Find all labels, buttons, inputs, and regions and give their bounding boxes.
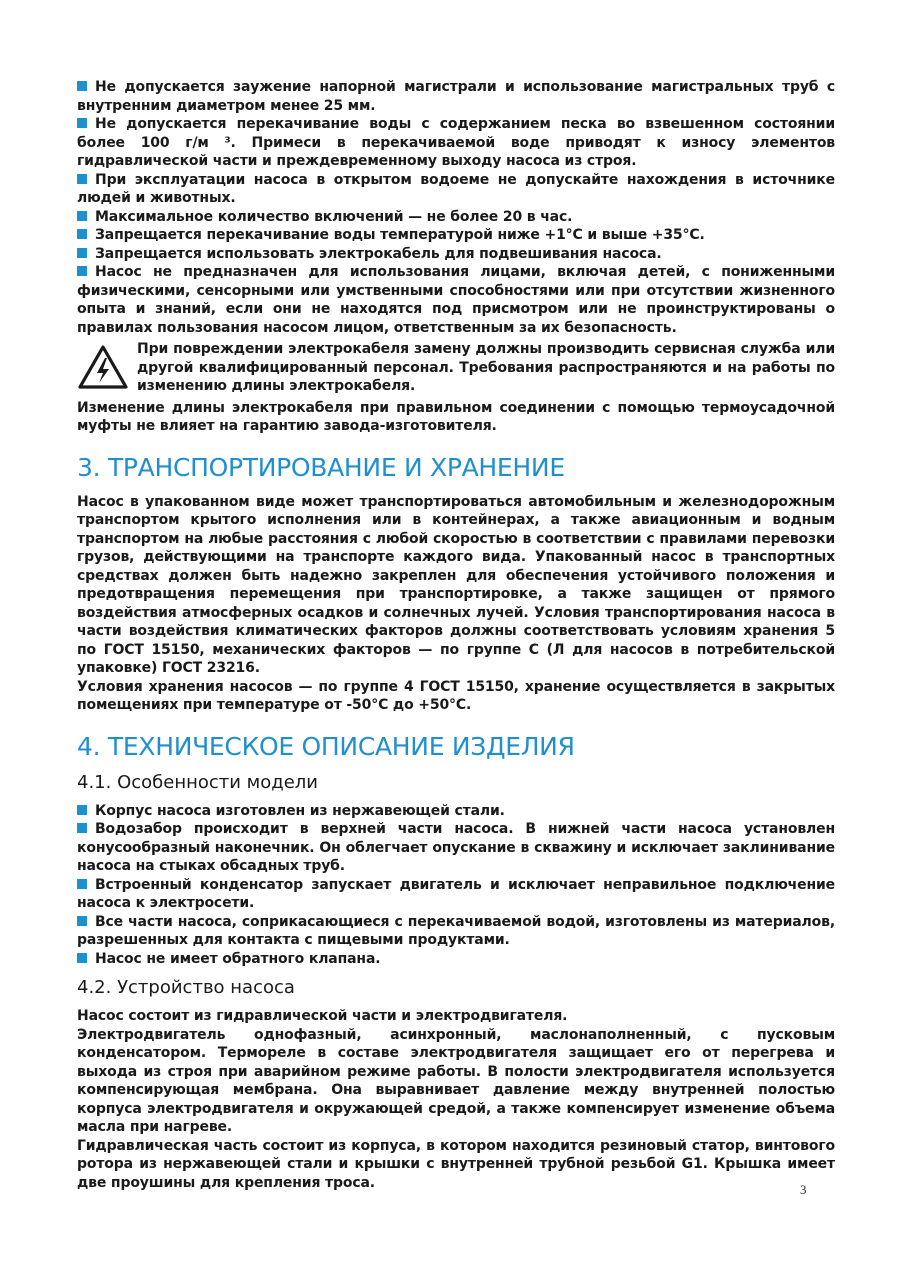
paragraph: Гидравлическая часть состоит из корпуса, в котором находится резиновый статор, винтового ротора из нержавеющей стали и крышки с внутренней трубной резьбой G1. Крышка имеет две проушины для крепления троса. (77, 1137, 835, 1191)
list-item: Запрещается перекачивание воды температурой ниже +1°С и выше +35°С. (77, 226, 835, 245)
page-number: 3 (800, 1182, 807, 1197)
high-voltage-warning-icon (77, 344, 129, 390)
square-bullet-icon (77, 211, 87, 221)
list-item: Запрещается использовать электрокабель для подвешивания насоса. (77, 245, 835, 264)
list-item: Не допускается заужение напорной магистрали и использование магистральных труб с внутренним диаметром менее 25 мм. (77, 79, 835, 114)
square-bullet-icon (77, 174, 87, 184)
list-item: Водозабор происходит в верхней части насоса. В нижней части насоса установлен конусообразный наконечник. Он облегчает опускание в скважину и исключает заклинивание насоса на стыках обсадных труб. (77, 821, 835, 874)
square-bullet-icon (77, 81, 87, 91)
list-item: Насос не имеет обратного клапана. (77, 950, 835, 969)
list-item: Все части насоса, соприкасающиеся с перекачиваемой водой, изготовлены из материалов, разрешенных для контакта с пищевыми продуктами. (77, 913, 835, 948)
square-bullet-icon (77, 266, 87, 276)
square-bullet-icon (77, 823, 87, 833)
list-item: Насос не предназначен для использования лицами, включая детей, с пониженными физическими, сенсорными или умственными способностями или при отсутствии жизненного опыта и знаний, если они не находятся под присмотром или не проинструктированы о правилах пользования насосом лицом, ответственным за их безопасность. (77, 264, 835, 336)
section-4-title: 4. ТЕХНИЧЕСКОЕ ОПИСАНИЕ ИЗДЕЛИЯ (77, 731, 575, 761)
paragraph: Электродвигатель однофазный, асинхронный, маслонаполненный, с пусковым конденсатором. Термореле в составе электродвигателя защищает его от перегрева и выхода из строя при аварийном режиме работы. В полости электродвигателя используется компенсирующая мембрана. Она выравнивает давление между внутренней полостью корпуса электродвигателя и окружающей средой, а также компенсирует изменение объема масла при нагреве. (77, 1026, 835, 1135)
page-content (77, 78, 835, 1192)
subsection-4-2-title: 4.2. Устройство насоса (77, 977, 295, 998)
square-bullet-icon (77, 953, 87, 963)
square-bullet-icon (77, 229, 87, 239)
paragraph: Насос в упакованном виде может транспортироваться автомобильным и железнодорожным транспортом крытого исполнения или в контейнерах, а также авиационным и водным транспортом на любые расстояния с любой скоростью в соответствии с правилами перевозки грузов, действующими на транспорте каждого вида. Упакованный насос в транспортных средствах должен быть надежно закреплен для обеспечения устойчивого положения и предотвращения перемещения при транспортировке, а также защищен от прямого воздействия атмосферных осадков и солнечных лучей. Условия транспортирования насоса в части воздействия климатических факторов должны соответствовать условиям хранения 5 по ГОСТ 15150, механических факторов — по группе С (Л для насосов в потребительской упаковке) ГОСТ 23216. (77, 493, 835, 676)
square-bullet-icon (77, 248, 87, 258)
list-item: Не допускается перекачивание воды с содержанием песка во взвешенном состоянии более 100 г/м ³. Примеси в перекачиваемой воде приводят к износу элементов гидравлической части и преждевременному выходу насоса из строя. (77, 116, 835, 169)
section-3-title: 3. ТРАНСПОРТИРОВАНИЕ И ХРАНЕНИЕ (77, 452, 565, 482)
note-text: Изменение длины электрокабеля при правильном соединении с помощью термоусадочной муфты не влияет на гарантию завода-изготовителя. (77, 399, 835, 434)
square-bullet-icon (77, 916, 87, 926)
square-bullet-icon (77, 118, 87, 128)
square-bullet-icon (77, 879, 87, 889)
paragraph: Насос состоит из гидравлической части и электродвигателя. (77, 1008, 568, 1024)
list-item: При эксплуатации насоса в открытом водоеме не допускайте нахождения в источнике людей и животных. (77, 171, 835, 206)
square-bullet-icon (77, 805, 87, 815)
subsection-4-1-title: 4.1. Особенности модели (77, 771, 318, 793)
warning-block (77, 340, 835, 396)
list-item: Максимальное количество включений — не более 20 в час. (77, 208, 835, 227)
list-item: Встроенный конденсатор запускает двигатель и исключает неправильное подключение насоса к электросети. (77, 876, 835, 911)
list-item: Корпус насоса изготовлен из нержавеющей стали. (77, 802, 835, 821)
warning-text: При повреждении электрокабеля замену должны производить сервисная служба или другой квалифицированный персонал. Требования распространяются и на работы по изменению длины электрокабеля. (137, 341, 835, 394)
paragraph: Условия хранения насосов — по группе 4 ГОСТ 15150, хранение осуществляется в закрытых помещениях при температуре от -50°С до +50°С. (77, 678, 835, 713)
